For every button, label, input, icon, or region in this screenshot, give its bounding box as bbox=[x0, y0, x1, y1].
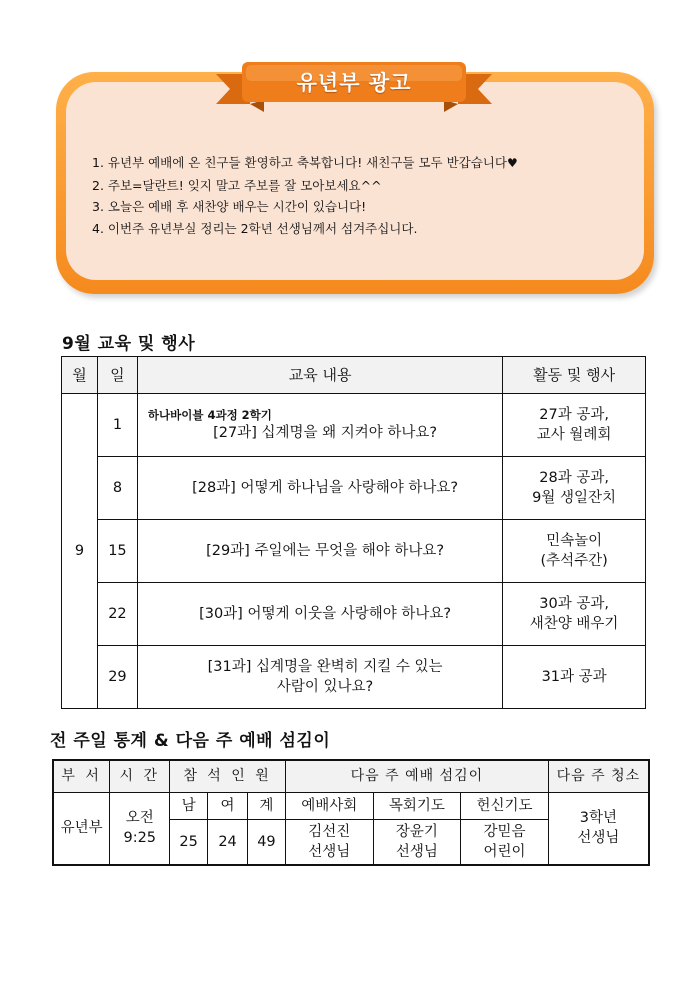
notice-list bbox=[92, 152, 632, 239]
schedule-table bbox=[61, 356, 646, 709]
header-cleaning: 다음 주 청소 bbox=[548, 760, 649, 792]
notice-item: 2. 주보=달란트! 잊지 말고 주보를 잘 모아보세요^^ bbox=[92, 177, 382, 193]
cleaning-cell: 3학년 선생님 bbox=[548, 792, 649, 865]
table-row bbox=[62, 457, 646, 520]
curriculum-label: 하나바이블 4과정 2학기 bbox=[147, 408, 272, 422]
day-cell: 15 bbox=[97, 520, 137, 583]
stats-heading: 전 주일 통계 & 다음 주 예배 섬김이 bbox=[50, 731, 331, 751]
table-row bbox=[62, 520, 646, 583]
day-cell: 8 bbox=[97, 457, 137, 520]
female-label: 여 bbox=[208, 792, 248, 819]
host-label: 예배사회 bbox=[285, 792, 373, 819]
header-dept: 부 서 bbox=[53, 760, 110, 792]
heart-icon: ♥ bbox=[506, 156, 518, 170]
schedule-heading: 9월 교육 및 행사 bbox=[62, 334, 196, 354]
header-month: 월 bbox=[62, 357, 98, 394]
content-cell: [30과] 어떻게 이웃을 사랑해야 하나요? bbox=[137, 583, 502, 646]
table-row bbox=[62, 646, 646, 709]
offering-label: 헌신기도 bbox=[461, 792, 549, 819]
prayer-name: 장윤기 선생님 bbox=[373, 819, 461, 865]
time-cell: 오전 9:25 bbox=[110, 792, 170, 865]
activity-cell: 28과 공과, 9월 생일잔치 bbox=[503, 457, 646, 520]
day-cell: 22 bbox=[97, 583, 137, 646]
activity-cell: 30과 공과, 새찬양 배우기 bbox=[503, 583, 646, 646]
content-cell: 하나바이블 4과정 2학기 [27과] 십계명을 왜 지켜야 하나요? bbox=[137, 394, 502, 457]
total-label: 계 bbox=[247, 792, 285, 819]
male-count: 25 bbox=[170, 819, 208, 865]
offering-name: 강믿음 어린이 bbox=[461, 819, 549, 865]
month-cell: 9 bbox=[62, 394, 98, 709]
activity-cell: 민속놀이 (추석주간) bbox=[503, 520, 646, 583]
content-cell: [29과] 주일에는 무엇을 해야 하나요? bbox=[137, 520, 502, 583]
female-count: 24 bbox=[208, 819, 248, 865]
stats-subheader-row bbox=[53, 792, 649, 819]
header-servers: 다음 주 예배 섬김이 bbox=[285, 760, 548, 792]
table-row bbox=[62, 394, 646, 457]
header-day: 일 bbox=[97, 357, 137, 394]
notice-item: 3. 오늘은 예배 후 새찬양 배우는 시간이 있습니다! bbox=[92, 199, 367, 214]
activity-cell: 31과 공과 bbox=[503, 646, 646, 709]
male-label: 남 bbox=[170, 792, 208, 819]
stats-header-row bbox=[53, 760, 649, 792]
header-attendance: 참 석 인 원 bbox=[170, 760, 286, 792]
day-cell: 1 bbox=[97, 394, 137, 457]
notice-item: 4. 이번주 유년부실 정리는 2학년 선생님께서 섬겨주십니다. bbox=[92, 220, 418, 236]
header-content: 교육 내용 bbox=[137, 357, 502, 394]
table-header-row bbox=[62, 357, 646, 394]
table-row bbox=[62, 583, 646, 646]
stats-table bbox=[52, 759, 650, 866]
prayer-label: 목회기도 bbox=[373, 792, 461, 819]
notice-title: 유년부 광고 bbox=[296, 71, 412, 95]
header-time: 시 간 bbox=[110, 760, 170, 792]
content-cell: [28과] 어떻게 하나님을 사랑해야 하나요? bbox=[137, 457, 502, 520]
content-cell: [31과] 십계명을 완벽히 지킬 수 있는 사람이 있나요? bbox=[137, 646, 502, 709]
day-cell: 29 bbox=[97, 646, 137, 709]
dept-cell: 유년부 bbox=[53, 792, 110, 865]
activity-cell: 27과 공과, 교사 월례회 bbox=[503, 394, 646, 457]
header-activity: 활동 및 행사 bbox=[503, 357, 646, 394]
host-name: 김선진 선생님 bbox=[285, 819, 373, 865]
total-count: 49 bbox=[247, 819, 285, 865]
notice-item: 1. 유년부 예배에 온 친구들 환영하고 축복합니다! 새친구들 모두 반갑습니다♥ bbox=[92, 155, 518, 170]
